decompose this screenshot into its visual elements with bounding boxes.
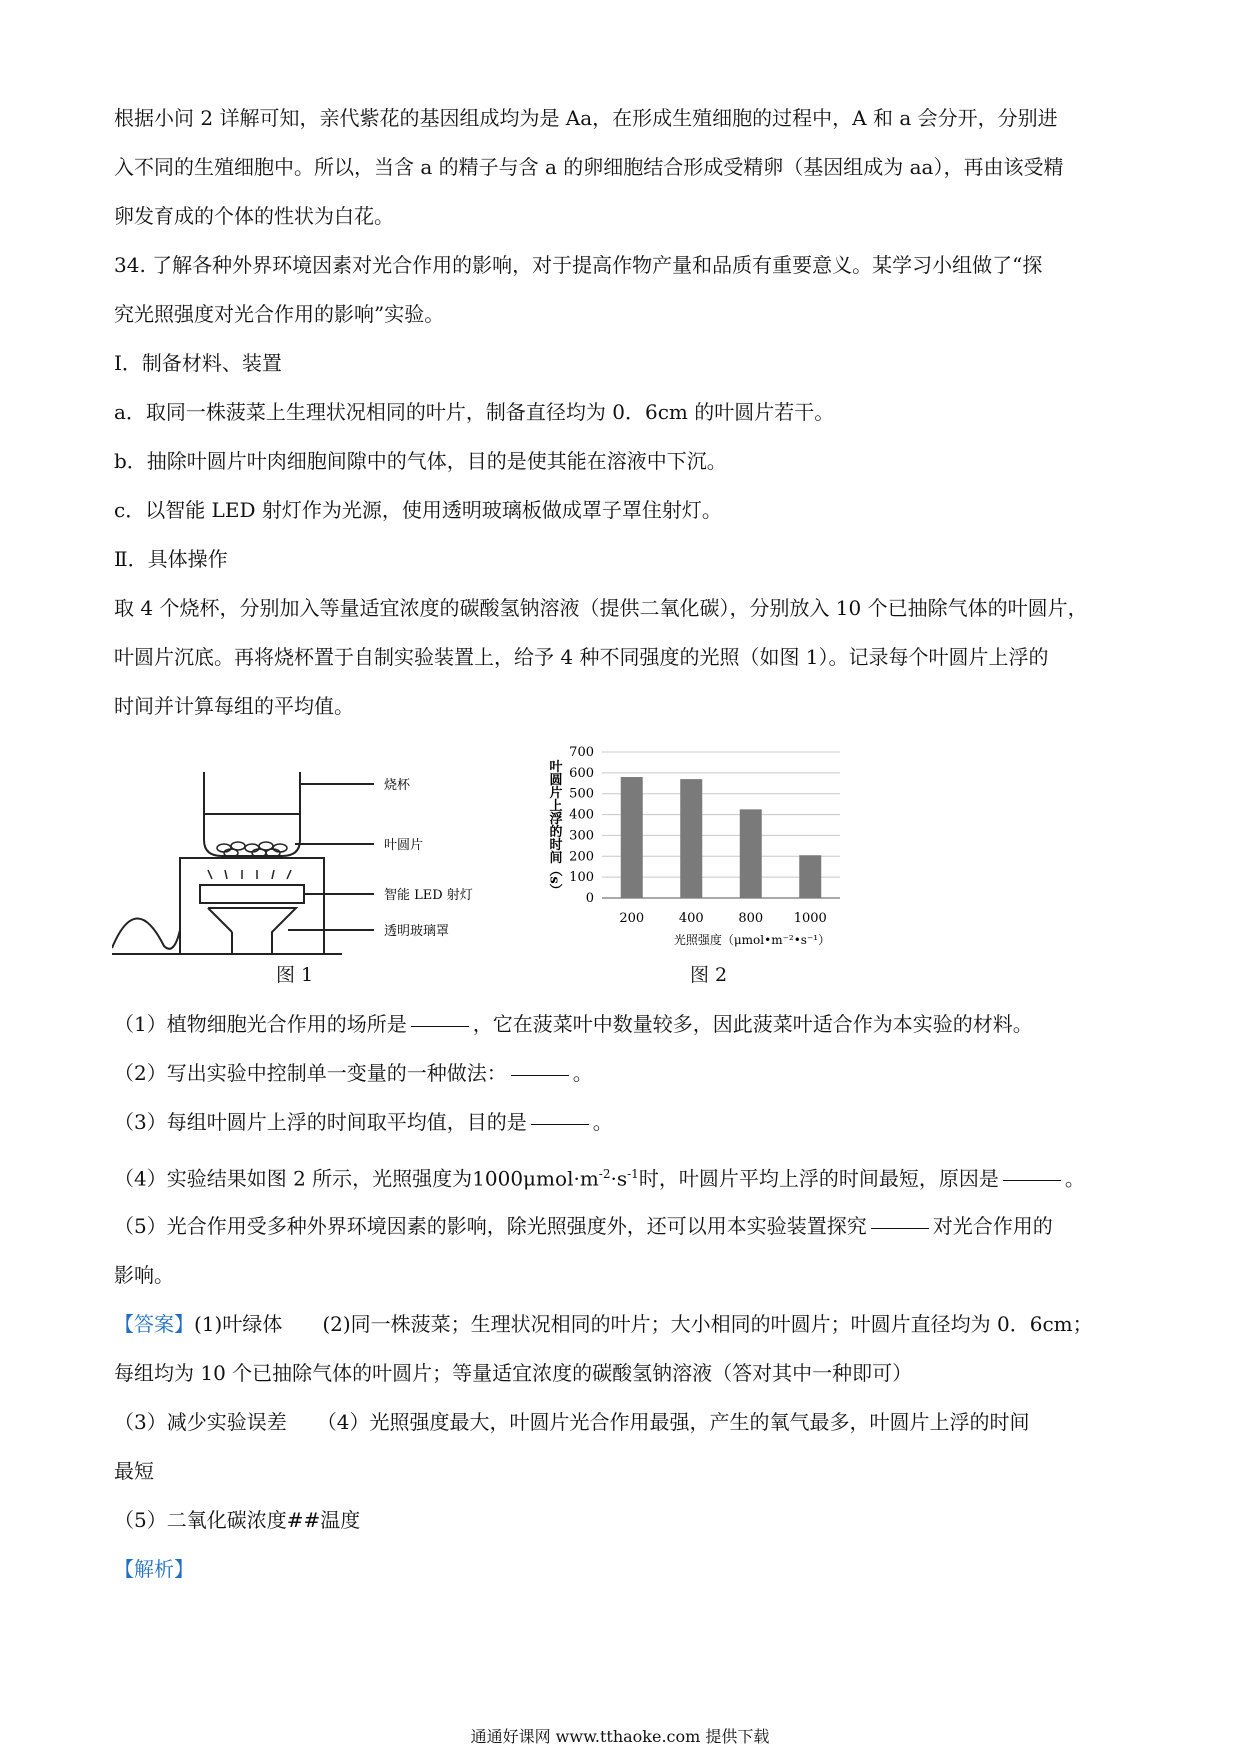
label-beaker: 烧杯 bbox=[384, 778, 411, 793]
bar-400 bbox=[680, 779, 702, 898]
q2-text: 。 bbox=[572, 1061, 593, 1085]
answer-text: (1)叶绿体 (2)同一株菠菜；生理状况相同的叶片；大小相同的叶圆片；叶圆片直径均为 0．6cm； bbox=[194, 1312, 1093, 1336]
figure-2-caption: 图 2 bbox=[690, 964, 728, 986]
q5-text: （5）光合作用受多种外界环境因素的影响，除光照强度外，还可以用本实验装置探究 bbox=[114, 1214, 867, 1238]
question-2 bbox=[114, 1049, 1134, 1098]
y-tick-label: 300 bbox=[569, 828, 594, 844]
q1-text: （1）植物细胞光合作用的场所是 bbox=[114, 1012, 407, 1036]
answer-line: 每组均为 10 个已抽除气体的叶圆片；等量适宜浓度的碳酸氢钠溶液（答对其中一种即可） bbox=[114, 1361, 913, 1385]
list-item: b．抽除叶圆片叶肉细胞间隙中的气体，目的是使其能在溶液中下沉。 bbox=[114, 449, 727, 473]
y-axis-label: 叶圆片上浮的时间（s） bbox=[546, 759, 562, 897]
q2-text: （2）写出实验中控制单一变量的一种做法： bbox=[114, 1061, 507, 1085]
x-tick-label: 400 bbox=[678, 911, 704, 926]
q3-text: （3）每组叶圆片上浮的时间取平均值，目的是 bbox=[114, 1110, 527, 1134]
question-4 bbox=[114, 1150, 1134, 1204]
list-item: c．以智能 LED 射灯作为光源，使用透明玻璃板做成罩子罩住射灯。 bbox=[114, 498, 722, 522]
text-line: 时间并计算每组的平均值。 bbox=[114, 694, 354, 718]
x-tick-label: 1000 bbox=[793, 911, 827, 926]
q5-text: 对光合作用的 bbox=[932, 1214, 1053, 1238]
q4-text: 。 bbox=[1064, 1166, 1085, 1191]
answer-blank bbox=[411, 1025, 469, 1027]
question-1 bbox=[114, 1000, 1134, 1049]
analysis-tag: 【解析】 bbox=[114, 1557, 194, 1581]
answer-line: （3）减少实验误差 （4）光照强度最大，叶圆片光合作用最强，产生的氧气最多，叶圆片上浮的时间 bbox=[114, 1410, 1030, 1434]
q4-exponent: -1 bbox=[627, 1167, 639, 1181]
page-footer: 通通好课网 www.tthaoke.com 提供下载 bbox=[470, 1727, 770, 1746]
y-tick-label: 500 bbox=[569, 786, 594, 802]
q1-text: ，它在菠菜叶中数量较多，因此菠菜叶适合作为本实验的材料。 bbox=[472, 1012, 1033, 1036]
answer-line: （5）二氧化碳浓度##温度 bbox=[114, 1508, 361, 1532]
answer-line bbox=[114, 1300, 1134, 1349]
x-tick-label: 800 bbox=[738, 911, 764, 926]
y-tick-label: 0 bbox=[585, 891, 594, 906]
section-title: Ⅰ．制备材料、装置 bbox=[114, 351, 282, 375]
answer-tag: 【答案】 bbox=[114, 1312, 194, 1336]
text-line: 入不同的生殖细胞中。所以，当含 a 的精子与含 a 的卵细胞结合形成受精卵（基因组成为 aa），再由该受精 bbox=[114, 155, 1064, 179]
text-line: 根据小问 2 详解可知，亲代紫花的基因组成均为是 Aa，在形成生殖细胞的过程中，A 和 a 会分开，分别进 bbox=[114, 106, 1058, 130]
y-tick-label: 600 bbox=[569, 765, 594, 781]
q4-exponent: -2 bbox=[598, 1167, 611, 1181]
bar-800 bbox=[740, 809, 762, 898]
bar-200 bbox=[621, 777, 643, 898]
y-tick-label: 200 bbox=[569, 849, 594, 865]
label-led: 智能 LED 射灯 bbox=[384, 888, 473, 903]
question-5-cont: 影响。 bbox=[114, 1263, 174, 1287]
figure-2-bar-chart bbox=[540, 738, 870, 960]
y-tick-label: 100 bbox=[569, 870, 594, 886]
answer-blank bbox=[871, 1227, 929, 1229]
y-tick-label: 400 bbox=[569, 807, 594, 823]
question-3 bbox=[114, 1098, 1134, 1147]
x-axis-label: 光照强度（μmol•m⁻²•s⁻¹） bbox=[673, 933, 831, 947]
text-line: 取 4 个烧杯，分别加入等量适宜浓度的碳酸氢钠溶液（提供二氧化碳），分别放入 10 个已抽除气体的叶圆片， bbox=[114, 596, 1088, 620]
q3-text: 。 bbox=[592, 1110, 613, 1134]
text-line: 叶圆片沉底。再将烧杯置于自制实验装置上，给予 4 种不同强度的光照（如图 1）。记录每个叶圆片上浮的 bbox=[114, 645, 1049, 669]
bar-1000 bbox=[799, 855, 821, 898]
question-34-stem: 34. 了解各种外界环境因素对光合作用的影响，对于提高作物产量和品质有重要意义。某学习小组做了“探 bbox=[114, 253, 1043, 277]
label-leaf-disc: 叶圆片 bbox=[384, 838, 424, 853]
q4-text: （4）实验结果如图 2 所示，光照强度为1000μmol·m bbox=[114, 1166, 599, 1191]
answer-blank bbox=[1003, 1179, 1061, 1181]
section-title: Ⅱ．具体操作 bbox=[114, 547, 228, 571]
figure-1-caption: 图 1 bbox=[276, 964, 314, 986]
y-tick-label: 700 bbox=[569, 745, 594, 760]
q4-text: ·s bbox=[610, 1166, 628, 1191]
question-5 bbox=[114, 1202, 1134, 1251]
label-cover: 透明玻璃罩 bbox=[384, 924, 450, 939]
question-34-stem: 究光照强度对光合作用的影响”实验。 bbox=[114, 302, 445, 326]
text-line: 卵发育成的个体的性状为白花。 bbox=[114, 204, 394, 228]
analysis-line bbox=[114, 1545, 1134, 1594]
answer-blank bbox=[531, 1123, 589, 1125]
answer-blank bbox=[511, 1074, 569, 1076]
answer-line: 最短 bbox=[114, 1459, 154, 1483]
list-item: a．取同一株菠菜上生理状况相同的叶片，制备直径均为 0．6cm 的叶圆片若干。 bbox=[114, 400, 835, 424]
q4-text: 时，叶圆片平均上浮的时间最短，原因是 bbox=[638, 1166, 999, 1191]
x-tick-label: 200 bbox=[619, 911, 645, 926]
figure-1-apparatus bbox=[112, 760, 492, 960]
